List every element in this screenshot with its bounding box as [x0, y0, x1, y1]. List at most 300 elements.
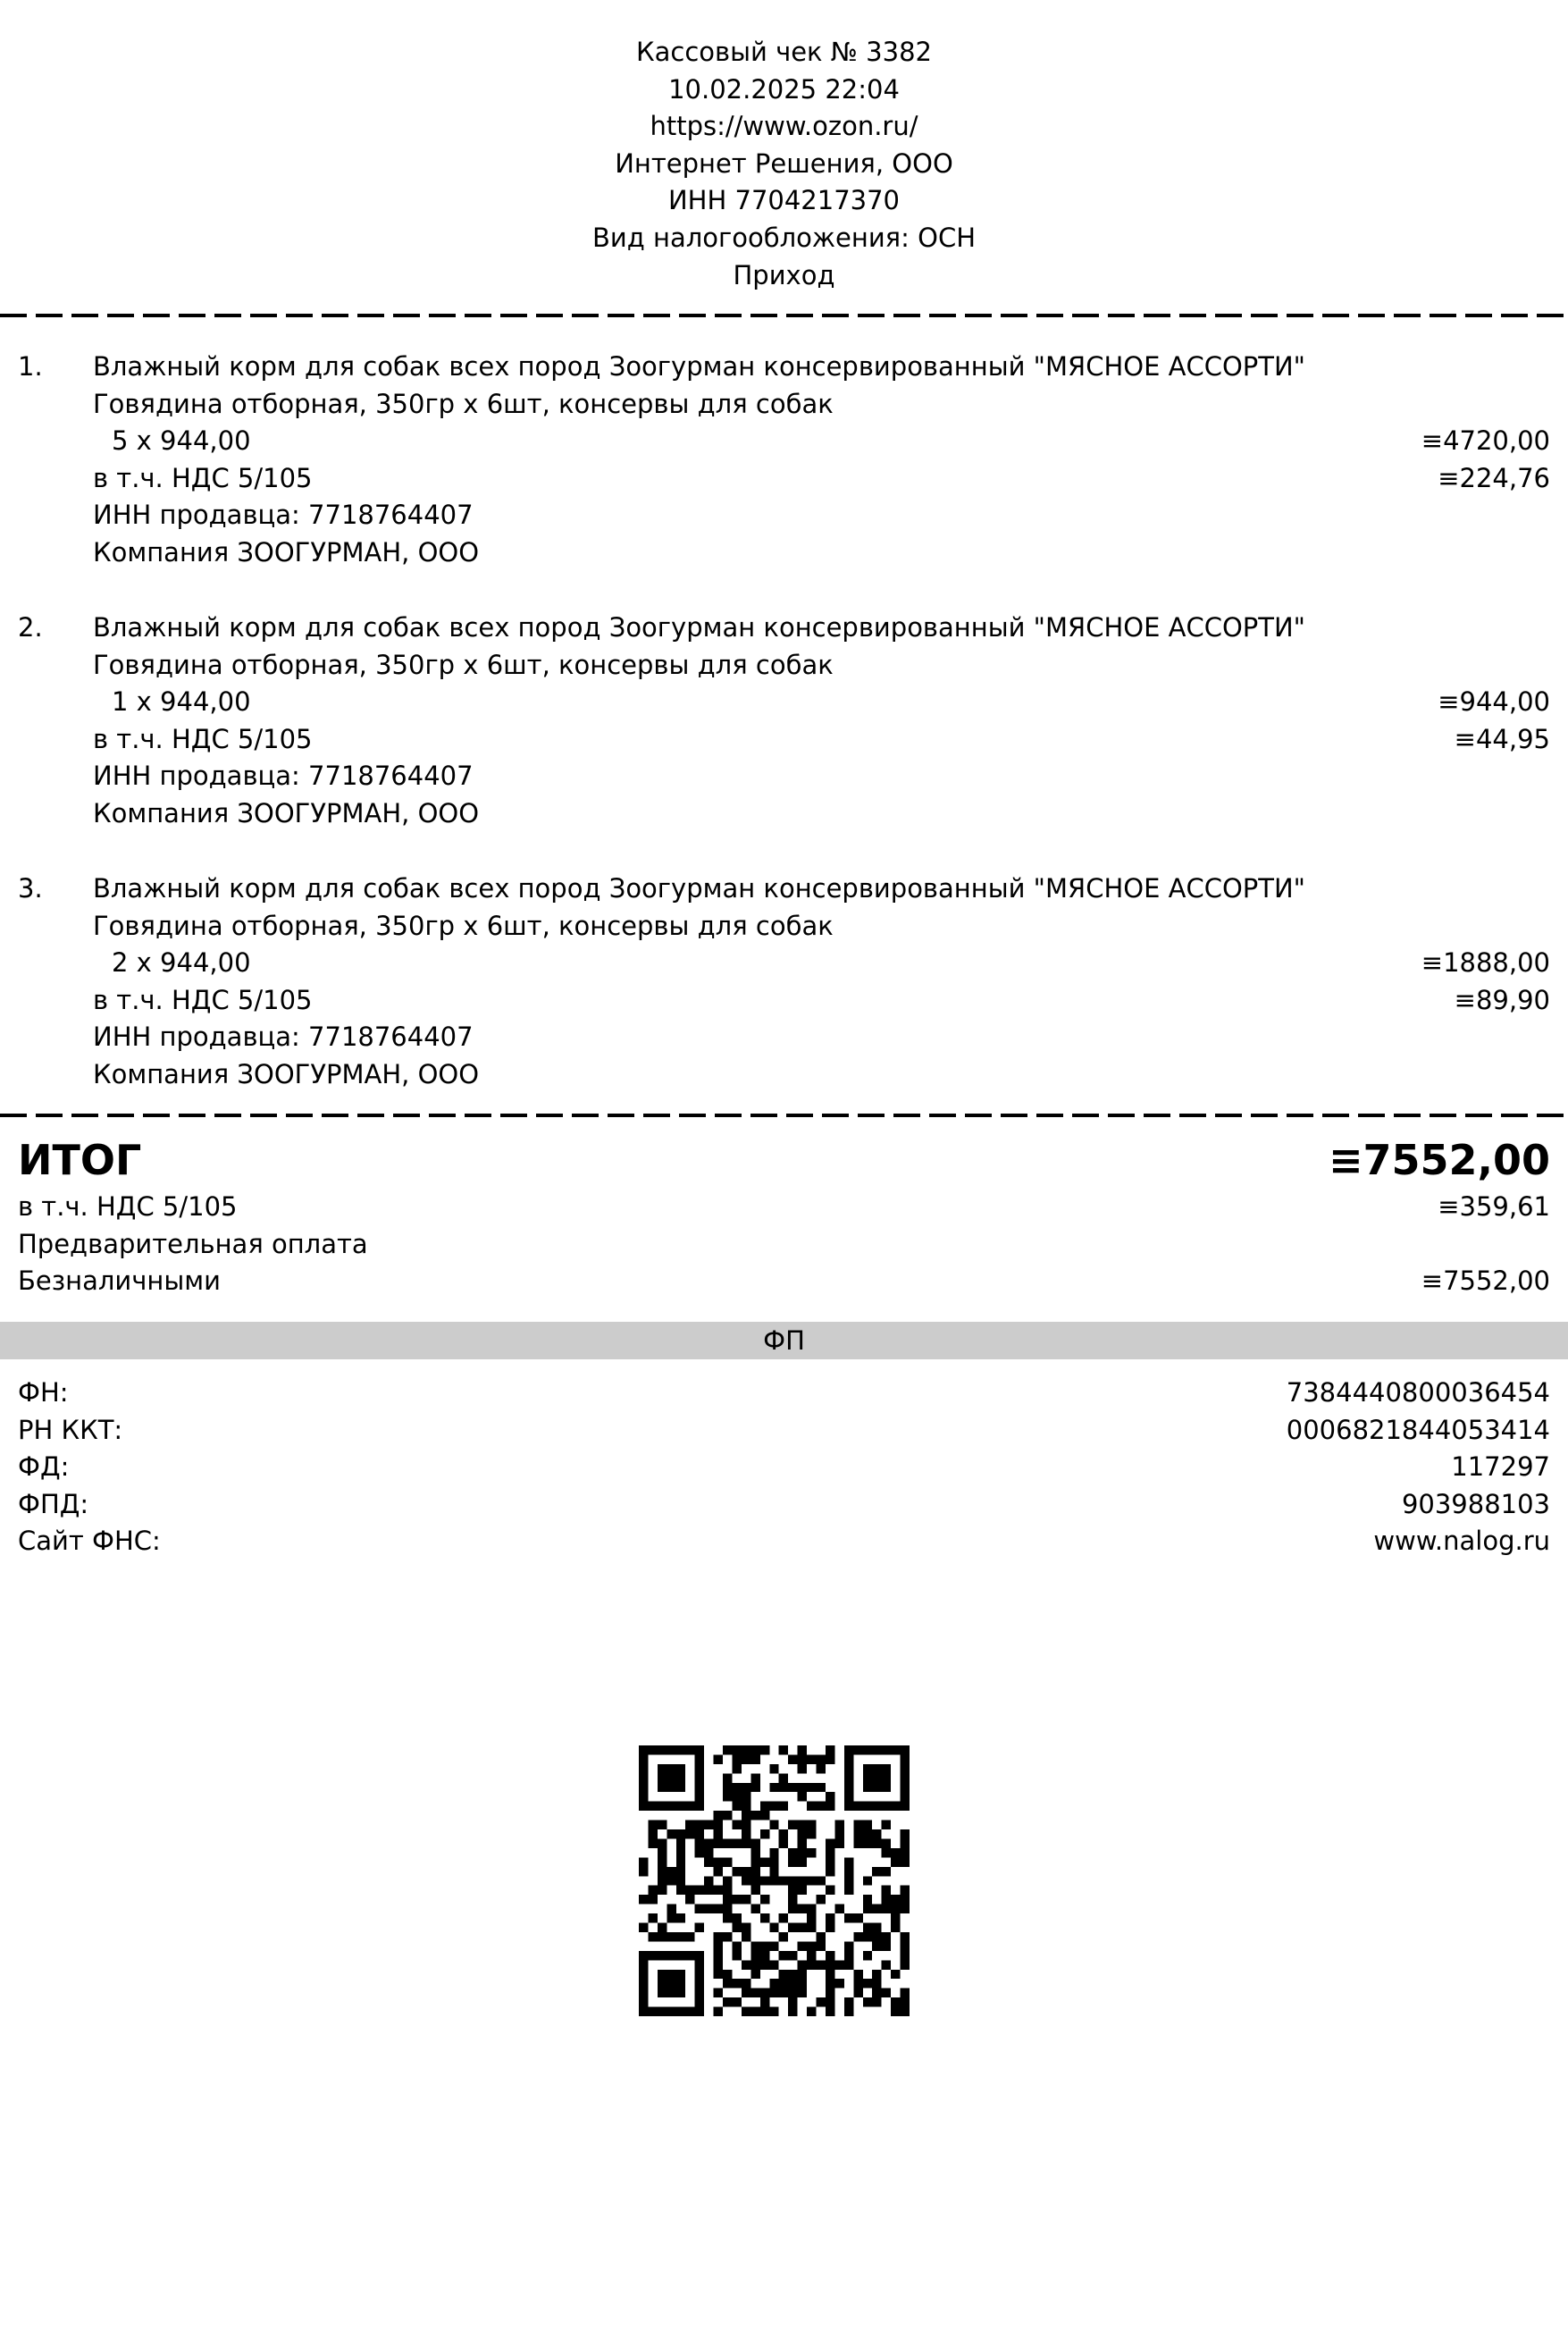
item-number: 1.: [18, 351, 43, 382]
qr-module: [872, 1932, 881, 1941]
qr-module: [676, 1857, 685, 1866]
qr-module: [826, 1886, 834, 1895]
qr-module: [648, 1838, 657, 1847]
qr-module: [798, 1792, 807, 1801]
fpd-value: 903988103: [1401, 1488, 1550, 1519]
qr-module: [863, 1876, 872, 1885]
list-item: [0, 870, 1568, 1131]
qr-module: [648, 1895, 657, 1904]
qr-module: [798, 1979, 807, 1988]
qr-module: [648, 1829, 657, 1838]
qr-module: [901, 1745, 910, 1754]
qr-module: [732, 1997, 741, 2006]
qr-module: [891, 1913, 900, 1922]
qr-module: [807, 2007, 816, 2016]
qr-module: [798, 1923, 807, 1932]
item-vat-sum: ≡89,90: [1454, 984, 1550, 1015]
qr-module: [667, 1867, 675, 1876]
qr-module: [891, 1905, 900, 1913]
qr-module: [901, 1783, 910, 1792]
qr-module: [639, 1970, 648, 1979]
qr-module: [863, 1773, 872, 1782]
qr-module: [750, 1886, 759, 1895]
qr-module: [798, 1764, 807, 1773]
qr-module: [901, 1951, 910, 1960]
qr-module: [853, 1932, 862, 1941]
qr-module: [779, 1829, 788, 1838]
qr-module: [891, 1970, 900, 1979]
qr-module: [872, 1838, 881, 1847]
qr-module: [695, 1905, 704, 1913]
qr-module: [844, 1941, 853, 1950]
qr-module: [639, 1764, 648, 1773]
qr-module: [798, 1829, 807, 1838]
qr-module: [788, 1754, 797, 1763]
store-url: https://www.ozon.ru/: [650, 111, 918, 142]
qr-module: [788, 1857, 797, 1866]
qr-module: [872, 1764, 881, 1773]
qr-module: [714, 1867, 723, 1876]
qr-module: [769, 1783, 778, 1792]
qr-module: [882, 1905, 891, 1913]
qr-code-icon: [639, 1745, 910, 2016]
qr-module: [760, 1941, 769, 1950]
qr-module: [882, 1867, 891, 1876]
qr-module: [714, 1857, 723, 1866]
qr-module: [648, 1802, 657, 1811]
qr-module: [779, 1745, 788, 1754]
qr-module: [807, 1941, 816, 1950]
qr-module: [695, 1792, 704, 1801]
qr-module: [742, 1783, 750, 1792]
list-item: [0, 610, 1568, 870]
qr-module: [826, 1848, 834, 1857]
qr-module: [834, 1960, 843, 1969]
qr-module: [648, 1951, 657, 1960]
qr-module: [676, 1773, 685, 1782]
qr-module: [685, 1802, 694, 1811]
qr-module: [750, 1745, 759, 1754]
qr-module: [872, 1773, 881, 1782]
qr-module: [872, 1905, 881, 1913]
qr-module: [788, 1876, 797, 1885]
qr-module: [798, 1960, 807, 1969]
qr-module: [826, 1979, 834, 1988]
qr-module: [863, 1951, 872, 1960]
qr-module: [667, 1773, 675, 1782]
qr-module: [732, 1792, 741, 1801]
qr-module: [826, 1960, 834, 1969]
qr-module: [695, 1923, 704, 1932]
qr-module: [667, 1989, 675, 1997]
qr-module: [742, 1989, 750, 1997]
qr-module: [742, 1979, 750, 1988]
qr-module: [901, 1848, 910, 1857]
rn-kkt-value: 0006821844053414: [1286, 1414, 1550, 1445]
qr-module: [779, 1979, 788, 1988]
qr-module: [826, 1754, 834, 1763]
qr-module: [750, 1857, 759, 1866]
qr-module: [798, 1820, 807, 1829]
qr-module: [901, 1792, 910, 1801]
qr-module: [844, 1913, 853, 1922]
fn-label: ФН:: [18, 1377, 69, 1408]
qr-module: [826, 1802, 834, 1811]
qr-module: [760, 1745, 769, 1754]
qr-module: [667, 1802, 675, 1811]
qr-module: [798, 1857, 807, 1866]
qr-module: [863, 1764, 872, 1773]
qr-module: [760, 1895, 769, 1904]
item-vat-label: в т.ч. НДС 5/105: [93, 984, 313, 1015]
item-seller-inn: ИНН продавца: 7718764407: [93, 1022, 474, 1053]
qr-module: [872, 1745, 881, 1754]
qr-module: [667, 1764, 675, 1773]
qr-module: [891, 1745, 900, 1754]
qr-module: [779, 1773, 788, 1782]
qr-module: [853, 1829, 862, 1838]
qr-module: [750, 1960, 759, 1969]
qr-module: [901, 1895, 910, 1904]
qr-module: [788, 1895, 797, 1904]
qr-module: [807, 1783, 816, 1792]
qr-module: [863, 1838, 872, 1847]
qr-module: [817, 1783, 826, 1792]
qr-module: [732, 1923, 741, 1932]
qr-module: [807, 1951, 816, 1960]
qr-module: [723, 1745, 732, 1754]
qr-module: [769, 1941, 778, 1950]
qr-module: [798, 1941, 807, 1950]
qr-module: [639, 1960, 648, 1969]
qr-module: [695, 1802, 704, 1811]
qr-module: [695, 1820, 704, 1829]
qr-module: [695, 1951, 704, 1960]
qr-module: [779, 1970, 788, 1979]
qr-module: [750, 2007, 759, 2016]
receipt-header: [0, 34, 1568, 294]
total-label: ИТОГ: [18, 1136, 142, 1184]
qr-module: [676, 1745, 685, 1754]
qr-module: [826, 1857, 834, 1866]
qr-module: [750, 1970, 759, 1979]
qr-module: [872, 1997, 881, 2006]
qr-module: [742, 1829, 750, 1838]
qr-module: [750, 1989, 759, 1997]
qr-module: [798, 1754, 807, 1763]
qr-module: [648, 1886, 657, 1895]
qr-module: [676, 1838, 685, 1847]
qr-module: [798, 1783, 807, 1792]
qr-module: [742, 1895, 750, 1904]
qr-module: [676, 1783, 685, 1792]
qr-module: [742, 1811, 750, 1820]
qr-module: [863, 1783, 872, 1792]
fpd-label: ФПД:: [18, 1488, 89, 1519]
qr-module: [685, 1829, 694, 1838]
qr-module: [723, 1811, 732, 1820]
qr-module: [676, 1970, 685, 1979]
qr-module: [695, 1754, 704, 1763]
qr-module: [714, 1970, 723, 1979]
qr-module: [882, 1848, 891, 1857]
qr-module: [723, 1876, 732, 1885]
qr-module: [750, 1867, 759, 1876]
qr-module: [648, 1932, 657, 1941]
qr-module: [891, 1848, 900, 1857]
qr-module: [704, 1848, 713, 1857]
qr-module: [714, 1754, 723, 1763]
qr-module: [891, 1997, 900, 2006]
qr-module: [639, 1783, 648, 1792]
qr-module: [695, 1838, 704, 1847]
qr-module: [750, 1811, 759, 1820]
qr-module: [667, 1970, 675, 1979]
qr-module: [667, 1876, 675, 1885]
qr-module: [695, 2007, 704, 2016]
qr-module: [714, 2007, 723, 2016]
qr-module: [882, 1941, 891, 1950]
qr-module: [695, 1848, 704, 1857]
qr-module: [676, 1932, 685, 1941]
qr-module: [742, 1876, 750, 1885]
item-sum: ≡4720,00: [1421, 425, 1550, 457]
qr-module: [639, 1979, 648, 1988]
qr-module: [872, 1989, 881, 1997]
qr-module: [872, 1867, 881, 1876]
qr-module: [667, 1913, 675, 1922]
qr-module: [658, 1989, 667, 1997]
qr-module: [901, 1997, 910, 2006]
qr-module: [676, 2007, 685, 2016]
qr-module: [779, 1913, 788, 1922]
qr-module: [817, 1941, 826, 1950]
qr-module: [863, 1932, 872, 1941]
qr-module: [658, 1951, 667, 1960]
qr-module: [648, 2007, 657, 2016]
total-vat-label: в т.ч. НДС 5/105: [18, 1191, 238, 1222]
item-seller-inn: ИНН продавца: 7718764407: [93, 761, 474, 792]
qr-module: [742, 1792, 750, 1801]
qr-module: [723, 1886, 732, 1895]
qr-module: [639, 1773, 648, 1782]
qr-module: [760, 1802, 769, 1811]
cashless-value: ≡7552,00: [1421, 1265, 1550, 1297]
qr-module: [760, 1997, 769, 2006]
qr-module: [769, 1979, 778, 1988]
qr-module: [676, 1867, 685, 1876]
qr-module: [826, 1913, 834, 1922]
qr-module: [760, 1829, 769, 1838]
qr-module: [742, 1838, 750, 1847]
qr-module: [807, 1802, 816, 1811]
qr-module: [658, 1979, 667, 1988]
qr-module: [882, 1886, 891, 1895]
qr-module: [817, 1932, 826, 1941]
qr-module: [769, 1857, 778, 1866]
item-qty-price: 5 x 944,00: [112, 425, 251, 457]
qr-module: [769, 1867, 778, 1876]
qr-module: [844, 1802, 853, 1811]
company-name: Интернет Решения, ООО: [615, 147, 953, 179]
qr-module: [732, 1783, 741, 1792]
qr-module: [826, 1997, 834, 2006]
qr-module: [798, 1848, 807, 1857]
qr-module: [667, 1829, 675, 1838]
item-name-continued: Говядина отборная, 350гр х 6шт, консервы для собак: [93, 649, 834, 680]
qr-module: [667, 2007, 675, 2016]
qr-module: [788, 1989, 797, 1997]
fp-section-title: ФП: [0, 1322, 1568, 1359]
qr-module: [667, 1932, 675, 1941]
qr-module: [658, 1886, 667, 1895]
qr-module: [639, 1923, 648, 1932]
qr-module: [667, 1905, 675, 1913]
qr-module: [788, 1820, 797, 1829]
fd-label: ФД:: [18, 1451, 70, 1483]
qr-module: [769, 1820, 778, 1829]
item-qty-price: 2 x 944,00: [112, 947, 251, 979]
qr-module: [891, 1895, 900, 1904]
qr-module: [639, 1997, 648, 2006]
qr-module: [788, 1923, 797, 1932]
item-name: Влажный корм для собак всех пород Зоогурман консервированный "МЯСНОЕ АССОРТИ": [93, 873, 1306, 904]
qr-module: [834, 1905, 843, 1913]
qr-module: [872, 1829, 881, 1838]
qr-module: [723, 1979, 732, 1988]
qr-module: [658, 1764, 667, 1773]
qr-module: [779, 1989, 788, 1997]
qr-module: [901, 1838, 910, 1847]
rn-kkt-label: РН ККТ:: [18, 1414, 123, 1445]
qr-module: [676, 1886, 685, 1895]
qr-module: [695, 1886, 704, 1895]
qr-module: [863, 1802, 872, 1811]
qr-module: [714, 1838, 723, 1847]
qr-module: [760, 1913, 769, 1922]
qr-module: [769, 1876, 778, 1885]
qr-module: [639, 2007, 648, 2016]
qr-module: [639, 1802, 648, 1811]
qr-module: [901, 1932, 910, 1941]
qr-module: [769, 1764, 778, 1773]
fns-site-label: Сайт ФНС:: [18, 1526, 161, 1557]
qr-module: [863, 1820, 872, 1829]
qr-module: [844, 1867, 853, 1876]
qr-module: [901, 1941, 910, 1950]
qr-module: [901, 1764, 910, 1773]
qr-module: [714, 1932, 723, 1941]
qr-module: [817, 1997, 826, 2006]
qr-module: [714, 1989, 723, 1997]
item-name: Влажный корм для собак всех пород Зоогурман консервированный "МЯСНОЕ АССОРТИ": [93, 351, 1306, 382]
item-number: 3.: [18, 873, 43, 904]
qr-module: [750, 1783, 759, 1792]
qr-module: [826, 1745, 834, 1754]
qr-module: [779, 1783, 788, 1792]
qr-module: [882, 1783, 891, 1792]
qr-module: [714, 1829, 723, 1838]
qr-module: [639, 1867, 648, 1876]
qr-module: [863, 1745, 872, 1754]
qr-module: [658, 1970, 667, 1979]
qr-module: [901, 1802, 910, 1811]
qr-module: [760, 1811, 769, 1820]
qr-module: [732, 1867, 741, 1876]
qr-module: [901, 1905, 910, 1913]
qr-module: [732, 1802, 741, 1811]
qr-module: [695, 1989, 704, 1997]
item-sum: ≡1888,00: [1421, 947, 1550, 979]
qr-module: [853, 1989, 862, 1997]
company-inn: ИНН 7704217370: [667, 185, 901, 216]
qr-module: [723, 1905, 732, 1913]
fiscal-row: [0, 1523, 1568, 1560]
qr-module: [639, 1792, 648, 1801]
qr-module: [723, 1997, 732, 2006]
item-seller-name: Компания ЗООГУРМАН, ООО: [93, 536, 480, 568]
qr-module: [685, 1932, 694, 1941]
qr-module: [732, 1913, 741, 1922]
qr-module: [882, 1932, 891, 1941]
qr-module: [872, 1979, 881, 1988]
qr-module: [769, 1989, 778, 1997]
qr-module: [750, 1941, 759, 1950]
fd-value: 117297: [1451, 1451, 1550, 1483]
qr-module: [844, 2007, 853, 2016]
totals-section: [0, 1131, 1568, 1300]
qr-module: [891, 1802, 900, 1811]
qr-module: [901, 1829, 910, 1838]
fiscal-data: [0, 1375, 1568, 1560]
item-vat-label: в т.ч. НДС 5/105: [93, 723, 313, 754]
qr-module: [723, 1932, 732, 1941]
item-seller-inn: ИНН продавца: 7718764407: [93, 500, 474, 531]
qr-module: [639, 1895, 648, 1904]
qr-module: [648, 1913, 657, 1922]
item-vat-label: в т.ч. НДС 5/105: [93, 462, 313, 493]
item-seller-name: Компания ЗООГУРМАН, ООО: [93, 1058, 480, 1089]
qr-module: [872, 1970, 881, 1979]
qr-module: [844, 1886, 853, 1895]
fiscal-row: [0, 1375, 1568, 1412]
item-vat-sum: ≡224,76: [1438, 462, 1550, 493]
qr-module: [732, 1979, 741, 1988]
qr-module: [788, 1783, 797, 1792]
qr-module: [844, 1951, 853, 1960]
qr-module: [732, 1951, 741, 1960]
qr-module: [882, 1802, 891, 1811]
qr-module: [788, 2007, 797, 2016]
prepayment-label: Предварительная оплата: [18, 1228, 368, 1259]
qr-module: [853, 1979, 862, 1988]
qr-module: [695, 1960, 704, 1969]
qr-module: [826, 1989, 834, 1997]
receipt-number: Кассовый чек № 3382: [636, 37, 932, 67]
qr-module: [704, 1876, 713, 1885]
qr-module: [769, 1848, 778, 1857]
qr-module: [658, 1867, 667, 1876]
qr-module: [732, 1764, 741, 1773]
qr-module: [676, 1979, 685, 1988]
qr-module: [817, 1895, 826, 1904]
qr-module: [901, 1960, 910, 1969]
qr-module: [704, 1838, 713, 1847]
fn-value: 7384440800036454: [1286, 1377, 1550, 1408]
qr-module: [723, 1857, 732, 1866]
qr-module: [685, 2007, 694, 2016]
qr-module: [853, 1802, 862, 1811]
